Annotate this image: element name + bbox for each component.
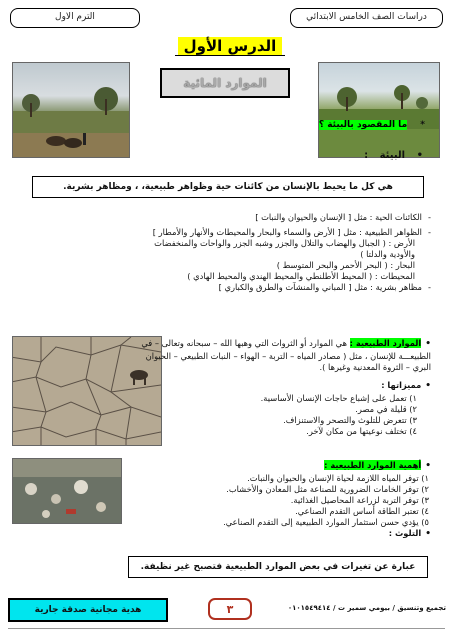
field-image xyxy=(318,62,440,158)
list-item: -الظواهر الطبيعية : مثل [ الأرض والسماء والبحار والمحيطات والأنهار والأمطار ] xyxy=(152,226,431,237)
lesson-title: الدرس الأول xyxy=(175,37,285,56)
subtitle-frame xyxy=(160,68,290,98)
list-item: ٥) يؤدي حسن استثمار الموارد الطبيعية إلى التقدم الصناعي. xyxy=(223,516,429,527)
field-illustration xyxy=(318,63,439,158)
env-label: البيئة xyxy=(379,150,406,161)
list-item: والأودية والدلتا ) xyxy=(360,248,415,259)
list-item: -مظاهر بشرية : مثل [ المباني والمنشآت والطرق والكباري ] xyxy=(218,281,431,292)
resources-line-3: البري – الثروة المعدنية وغيرها ). xyxy=(319,361,431,372)
list-item: ١) توفر المياه اللازمة لحياة الإنسان والحيوان والنبات. xyxy=(247,472,429,483)
header-term: الترم الاول xyxy=(55,12,95,22)
resources-line-2: الطبيعـــة للإنسان ، مثل ( مصادر المياه – التربة – الهواء – النبات الطبيعي – الحيوان xyxy=(145,350,431,361)
pollution-label-line: •التلوث : xyxy=(388,527,431,539)
question-line xyxy=(319,120,425,130)
farmland-image xyxy=(12,62,130,158)
resources-label: الموارد الطبيعية : xyxy=(349,338,422,348)
list-item: البحار : ( البحر الأحمر والبحر المتوسط ) xyxy=(276,259,415,270)
env-label-line xyxy=(364,150,423,161)
footer-credit: تجميع وتنسيق / بيومي سمير ت / ٠١٠١٥٤٩٤١٤ xyxy=(287,604,446,612)
page-number-box xyxy=(208,598,252,620)
features-block xyxy=(171,380,431,437)
pollution-definition-box xyxy=(128,556,428,578)
importance-block xyxy=(121,460,431,540)
header-term-box xyxy=(10,8,140,28)
list-item: المحيطات : ( المحيط الأطلنطي والمحيط الهندي والمحيط الهادي ) xyxy=(187,270,415,281)
env-colon: : xyxy=(364,150,369,161)
list-item: ٣) تتعرض للتلوث والتصحر والاستنزاف. xyxy=(283,414,417,425)
header-grade: دراسات الصف الخامس الابتدائي xyxy=(306,12,427,22)
list-item: ١) تعمل على إشباع حاجات الإنسان الأساسية. xyxy=(260,392,417,403)
env-items-list xyxy=(16,212,431,293)
env-definition-box xyxy=(32,176,424,198)
lesson-subtitle: الموارد المائية xyxy=(183,76,267,90)
pollution-definition: عبارة عن تغيرات في بعض الموارد الطبيعية فتصبح غير نظيفة. xyxy=(140,562,416,572)
polluted-water-illustration xyxy=(12,459,121,524)
farmland-illustration xyxy=(12,63,129,158)
question-text: ما المقصود بالبيئة ؟ xyxy=(318,120,408,130)
list-item: ٢) توفر الخامات الضرورية للصناعة مثل المعادن والأخشاب. xyxy=(226,483,429,494)
pollution-label: التلوث : xyxy=(388,527,422,538)
footer-divider xyxy=(8,628,445,629)
env-definition: هي كل ما يحيط بالإنسان من كائنات حية وظواهر طبيعية، ، ومظاهر بشرية. xyxy=(63,182,393,192)
list-item: -الكائنات الحية : مثل [ الإنسان والحيوان والنبات ] xyxy=(255,212,431,222)
bullet-dot: • xyxy=(416,150,423,161)
header-grade-box xyxy=(290,8,443,28)
pollution-image xyxy=(12,458,122,524)
footer-gift-box xyxy=(8,598,168,622)
list-item: ٤) تختلف نوعيتها من مكان لآخر. xyxy=(306,425,417,436)
list-item: الأرض : ( الجبال والهضاب والتلال والجزر وشبه الجزر والواحات والمنخفضات xyxy=(154,237,415,248)
star-bullet: * xyxy=(420,120,425,130)
features-label-line: •مميزاتها : xyxy=(381,380,431,391)
footer-gift: هدية مجانية صدقة جارية xyxy=(34,605,142,615)
page-number: ٣ xyxy=(226,602,234,616)
list-item: ٢) قليلة في مصر. xyxy=(355,403,417,414)
list-item: ٣) توفر التربة لزراعة المحاصيل الغذائية. xyxy=(290,494,429,505)
resources-block xyxy=(16,338,431,373)
list-item: ٤) تعتبر الطاقة أساس التقدم الصناعي. xyxy=(295,505,429,516)
importance-label: أهمية الموارد الطبيعية : xyxy=(324,460,422,470)
importance-label-line: •أهمية الموارد الطبيعية : xyxy=(324,460,431,471)
resources-line-1: •الموارد الطبيعية : هي الموارد أو الثروات التي وهبها الله – سبحانه وتعالى – في xyxy=(141,338,431,349)
features-label: مميزاتها : xyxy=(381,380,422,390)
